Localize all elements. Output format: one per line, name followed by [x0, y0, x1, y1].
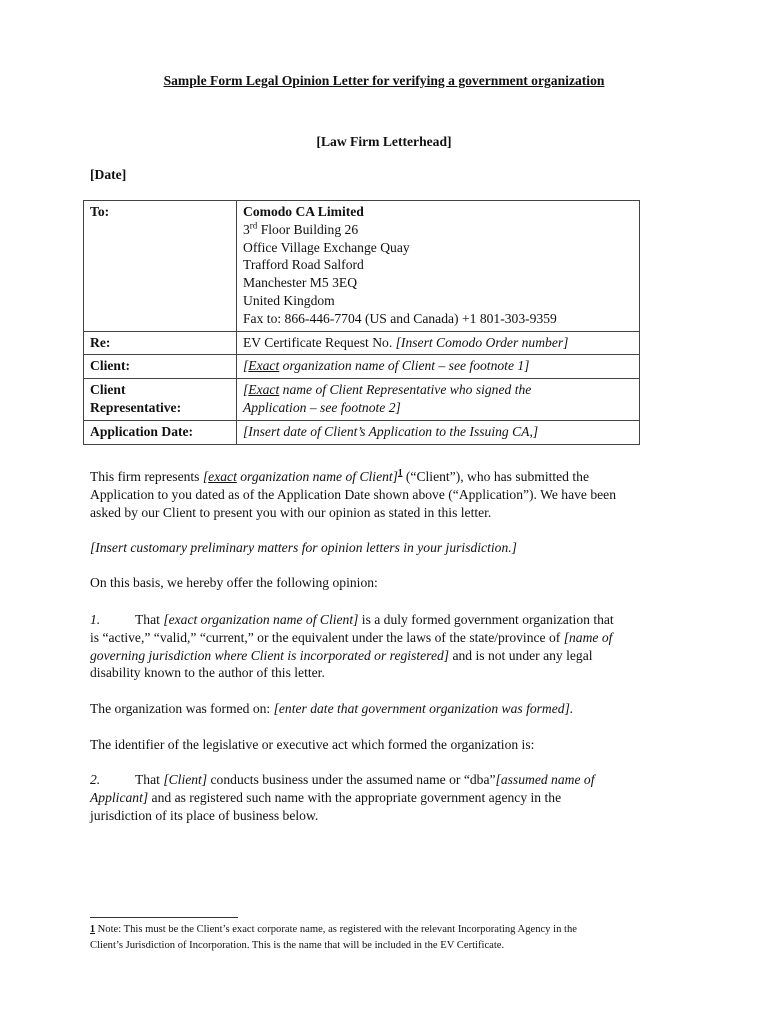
paragraph-formation-date: The organization was formed on: [enter date that government organization was formed].: [90, 701, 574, 716]
address-line-3: Trafford Road Salford: [243, 257, 364, 273]
fax-line: Fax to: 866-446-7704 (US and Canada) +1 801-303-9359: [243, 310, 557, 326]
to-address: [237, 201, 640, 332]
to-row: [84, 201, 640, 332]
re-value: EV Certificate Request No. [Insert Comodo Order number]: [237, 331, 640, 355]
application-date-value: [Insert date of Client’s Application to the Issuing CA,]: [237, 420, 640, 444]
opinion-item-1: 1. That [exact organization name of Client] is a duly formed government organization that is “active,” “valid,” “current,” or the equivalent under the laws of the state/province of [name of governing jurisdiction where Client is incorporated or registered] and is not under any legal disability known to the author of this letter.: [90, 612, 614, 681]
letterhead-placeholder: [Law Firm Letterhead]: [316, 134, 452, 149]
recipient-company: Comodo CA Limited: [243, 204, 364, 219]
re-label: Re:: [84, 331, 237, 355]
footnote-mark: 1: [90, 924, 95, 935]
address-line-1: 3rd Floor Building 26: [243, 220, 359, 237]
client-representative-label: Client Representative:: [84, 379, 237, 421]
footnote-1: 1 Note: This must be the Client’s exact corporate name, as registered with the relevant Incorporating Agency in the Client’s Jurisdiction of Incorporation. This is the name that will be included in the EV Certificate.: [90, 924, 577, 951]
client-value: [Exact organization name of Client – see footnote 1]: [237, 355, 640, 379]
address-line-4: Manchester M5 3EQ: [243, 275, 358, 291]
footnote-separator: [90, 917, 238, 918]
document-title: Sample Form Legal Opinion Letter for verifying a government organization: [163, 73, 605, 88]
application-date-row: [84, 420, 640, 444]
client-row: [84, 355, 640, 379]
client-representative-value: [Exact name of Client Representative who signed the Application – see footnote 2]: [237, 379, 640, 421]
date-placeholder: [Date]: [90, 167, 127, 182]
application-date-label: Application Date:: [84, 420, 237, 444]
address-line-2: Office Village Exchange Quay: [243, 239, 410, 255]
paragraph-preliminary-matters: [Insert customary preliminary matters for opinion letters in your jurisdiction.]: [90, 540, 517, 555]
paragraph-legislative-identifier: The identifier of the legislative or executive act which formed the organization is:: [90, 737, 535, 752]
footnote-ref-1: 1: [397, 467, 403, 478]
address-line-5: United Kingdom: [243, 292, 335, 308]
paragraph-firm-represents: This firm represents [exact organization name of Client]$^1$ (“Client”), who has submitted the Application to you dated as of the Application Date shown above (“Application”). We have been asked by our Client to present you with our opinion as stated in this letter.: [90, 467, 617, 520]
opinion-item-2: 2. That [Client] conducts business under the assumed name or “dba”[assumed name of Applicant] and as registered such name with the appropriate government agency in the jurisdiction of its place of business below.: [90, 772, 595, 823]
client-label: Client:: [84, 355, 237, 379]
to-label: To:: [84, 201, 237, 332]
re-row: [84, 331, 640, 355]
client-representative-row: [84, 379, 640, 421]
paragraph-on-this-basis: On this basis, we hereby offer the following opinion:: [90, 575, 378, 590]
recipient-table: [83, 200, 640, 445]
